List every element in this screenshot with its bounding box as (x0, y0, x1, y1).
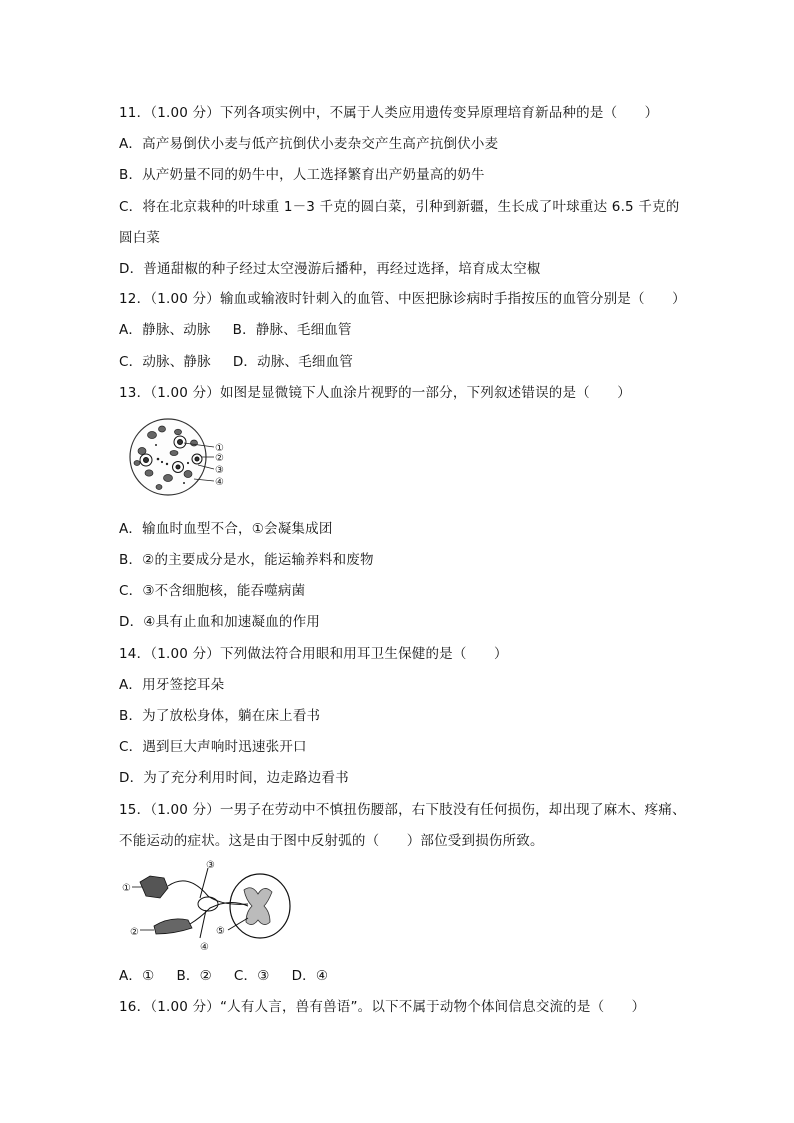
q11-option-c-continued: 圆白菜 (119, 230, 161, 246)
q12-option-d: D．动脉、毛细血管 (232, 354, 354, 370)
question-12-stem: 12．（1.00 分）输血或输液时针刺入的血管、中医把脉诊病时手指按压的血管分别是（ ） (119, 291, 686, 307)
reflex-label-4: ④ (200, 942, 209, 953)
blood-smear-figure (122, 415, 237, 500)
q12-options-row-1 (119, 321, 352, 339)
q11-option-b: B．从产奶量不同的奶牛中，人工选择繁育出产奶量高的奶牛 (119, 167, 485, 183)
q13-option-c: C．③不含细胞核，能吞噬病菌 (119, 583, 306, 599)
q13-option-b: B．②的主要成分是水，能运输养料和废物 (119, 552, 374, 568)
q14-option-c: C．遇到巨大声响时迅速张开口 (119, 739, 307, 755)
q12-option-b: B．静脉、毛细血管 (232, 322, 352, 338)
blood-label-3: ③ (215, 465, 224, 476)
question-11-stem: 11．（1.00 分）下列各项实例中，不属于人类应用遗传变异原理培育新品种的是（ ） (119, 105, 659, 121)
q11-option-d: D．普通甜椒的种子经过太空漫游后播种，再经过选择，培育成太空椒 (119, 261, 541, 277)
q14-option-d: D．为了充分利用时间，边走路边看书 (119, 770, 349, 786)
q15-option-b: B．② (176, 968, 212, 984)
q11-option-a: A．高产易倒伏小麦与低产抗倒伏小麦杂交产生高产抗倒伏小麦 (119, 136, 499, 152)
question-13-stem: 13．（1.00 分）如图是显微镜下人血涂片视野的一部分，下列叙述错误的是（ ） (119, 385, 631, 401)
blood-label-2: ② (215, 453, 224, 464)
q11-option-c: C．将在北京栽种的叶球重 1－3 千克的圆白菜，引种到新疆，生长成了叶球重达 6.5 千克的 (119, 199, 680, 215)
reflex-label-1: ① (122, 883, 131, 894)
q12-options-row-2 (119, 353, 353, 371)
q14-option-b: B．为了放松身体，躺在床上看书 (119, 708, 321, 724)
reflex-label-3: ③ (206, 860, 215, 871)
q14-option-a: A．用牙签挖耳朵 (119, 677, 225, 693)
q13-option-a: A．输血时血型不合，①会凝集成团 (119, 521, 333, 537)
q13-option-d: D．④具有止血和加速凝血的作用 (119, 614, 320, 630)
q15-option-a: A．① (119, 968, 155, 984)
reflex-label-2: ② (130, 927, 139, 938)
question-15-stem: 15．（1.00 分）一男子在劳动中不慎扭伤腰部，右下肢没有任何损伤，却出现了麻木、疼痛、 (119, 802, 686, 818)
reflex-arc-figure (120, 860, 295, 955)
reflex-label-5: ⑤ (216, 926, 225, 937)
q15-option-d: D．④ (291, 968, 329, 984)
blood-label-4: ④ (215, 477, 224, 488)
q15-option-c: C．③ (233, 968, 270, 984)
question-16-stem: 16．（1.00 分）“人有人言，兽有兽语”。以下不属于动物个体间信息交流的是（ ） (119, 999, 646, 1015)
question-15-stem-continued: 不能运动的症状。这是由于图中反射弧的（ ）部位受到损伤所致。 (119, 833, 544, 849)
q12-option-c: C．动脉、静脉 (119, 354, 211, 370)
blood-label-1: ① (215, 443, 224, 454)
question-14-stem: 14．（1.00 分）下列做法符合用眼和用耳卫生保健的是（ ） (119, 646, 508, 662)
q15-options-row (119, 967, 328, 985)
q12-option-a: A．静脉、动脉 (119, 322, 211, 338)
